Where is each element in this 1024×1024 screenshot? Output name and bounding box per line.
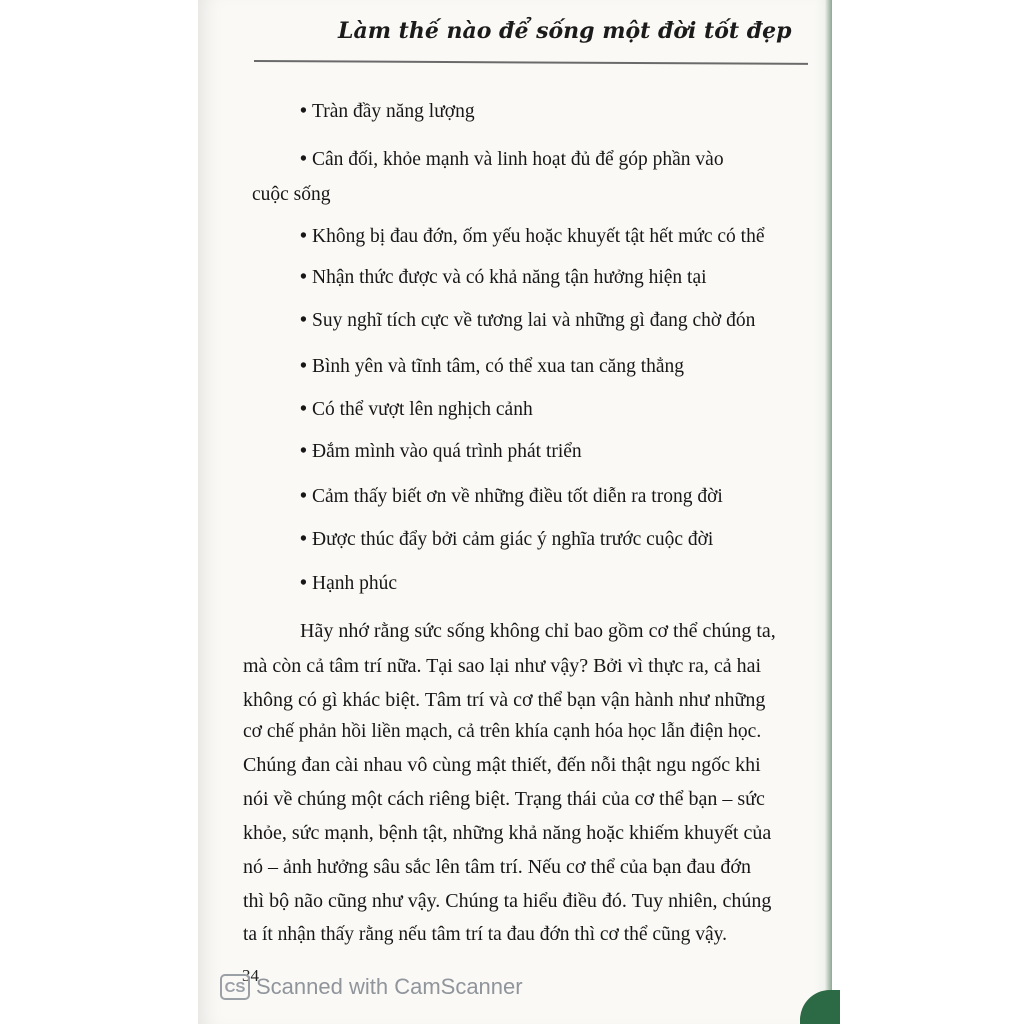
bullet-item	[300, 442, 582, 462]
bullet-dot: •	[300, 101, 307, 122]
paragraph-line: mà còn cả tâm trí nữa. Tại sao lại như vậy? Bởi vì thực ra, cả hai	[243, 655, 762, 677]
bullet-text: Suy nghĩ tích cực về tương lai và những gì đang chờ đón	[312, 310, 756, 331]
bullet-text: Nhận thức được và có khả năng tận hưởng hiện tại	[312, 267, 707, 288]
bullet-dot: •	[300, 149, 307, 170]
bullet-item	[300, 150, 724, 170]
bullet-text: Có thể vượt lên nghịch cảnh	[312, 399, 533, 420]
paragraph-line: nói về chúng một cách riêng biệt. Trạng thái của cơ thể bạn – sức	[243, 788, 765, 810]
bullet-dot: •	[300, 399, 307, 420]
bullet-dot: •	[300, 310, 307, 331]
running-title: Làm thế nào để sống một đời tốt đẹp	[338, 18, 792, 44]
paragraph-line: không có gì khác biệt. Tâm trí và cơ thể bạn vận hành như những	[243, 689, 766, 711]
running-header	[230, 12, 810, 64]
bullet-item	[300, 357, 684, 377]
bullet-item	[300, 574, 397, 594]
bullet-continuation: cuộc sống	[252, 184, 331, 205]
bullet-item	[300, 311, 755, 331]
bullet-item	[300, 102, 475, 122]
bullet-item	[300, 268, 707, 288]
bullet-text: Bình yên và tĩnh tâm, có thể xua tan căng thẳng	[312, 356, 685, 377]
bullet-text: Cảm thấy biết ơn về những điều tốt diễn ra trong đời	[312, 486, 723, 507]
paragraph-line: thì bộ não cũng như vậy. Chúng ta hiểu điều đó. Tuy nhiên, chúng	[243, 890, 772, 912]
bullet-text: Hạnh phúc	[312, 573, 398, 594]
bullet-dot: •	[300, 529, 307, 550]
bullet-item	[300, 227, 764, 247]
bullet-dot: •	[300, 267, 307, 288]
bullet-dot: •	[300, 356, 307, 377]
bullet-dot: •	[300, 486, 307, 507]
bullet-text: Được thúc đẩy bởi cảm giác ý nghĩa trước cuộc đời	[312, 529, 714, 550]
paragraph-line: Chúng đan cài nhau vô cùng mật thiết, đến nỗi thật ngu ngốc khi	[243, 754, 761, 776]
camscanner-watermark	[220, 972, 523, 1002]
paragraph-line: Hãy nhớ rằng sức sống không chỉ bao gồm cơ thể chúng ta,	[300, 620, 776, 642]
watermark-text: Scanned with CamScanner	[256, 974, 523, 999]
bullet-item	[300, 530, 713, 550]
bullet-text: Cân đối, khỏe mạnh và linh hoạt đủ để góp phần vào	[312, 149, 724, 170]
cover-edge	[814, 0, 832, 1024]
camscanner-logo-icon: CS	[220, 974, 250, 1000]
bullet-item	[300, 400, 533, 420]
page-number: 34	[242, 966, 259, 985]
bullet-text: Tràn đầy năng lượng	[312, 101, 475, 122]
bullet-dot: •	[300, 441, 307, 462]
bullet-dot: •	[300, 226, 307, 247]
bullet-text: Đắm mình vào quá trình phát triển	[312, 441, 582, 462]
paragraph-line: cơ chế phản hồi liền mạch, cả trên khía cạnh hóa học lẫn điện học.	[243, 721, 762, 742]
paragraph-line: khỏe, sức mạnh, bệnh tật, những khả năng hoặc khiếm khuyết của	[243, 822, 772, 844]
bullet-item	[300, 487, 723, 507]
paragraph-line: ta ít nhận thấy rằng nếu tâm trí ta đau đớn thì cơ thể cũng vậy.	[243, 924, 727, 945]
bullet-text: Không bị đau đớn, ốm yếu hoặc khuyết tật hết mức có thể	[312, 226, 765, 247]
bullet-dot: •	[300, 573, 307, 594]
paragraph-line: nó – ảnh hưởng sâu sắc lên tâm trí. Nếu cơ thể của bạn đau đớn	[243, 856, 751, 878]
